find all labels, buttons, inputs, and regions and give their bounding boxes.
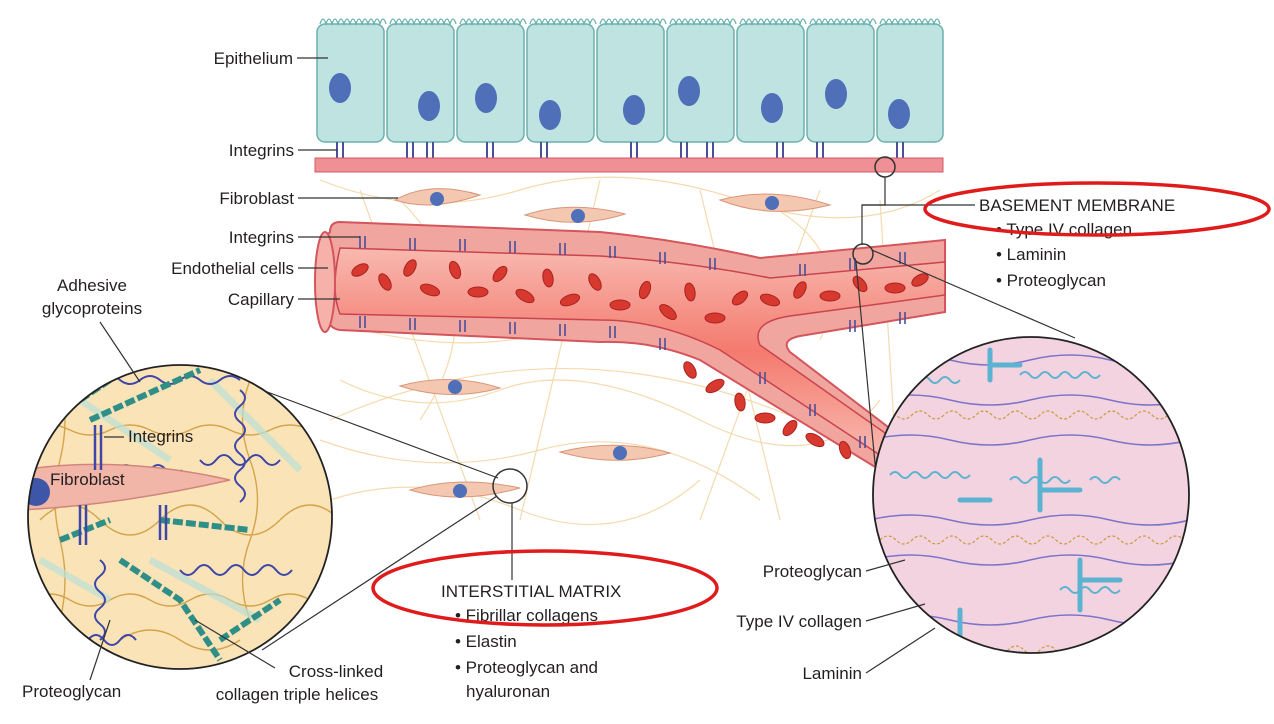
fibroblast-cell (400, 379, 500, 394)
label-integrins-mid: Integrins (228, 228, 294, 247)
epithelial-cell (877, 24, 943, 142)
epithelial-cell (807, 24, 874, 142)
interstitial-matrix-title: INTERSTITIAL MATRIX (441, 582, 622, 601)
label-endothelial-cells: Endothelial cells (171, 259, 294, 278)
label-laminin: Laminin (802, 664, 862, 683)
interstitial-matrix-item-2: • Elastin (455, 632, 517, 651)
label-fibroblast-inset: Fibroblast (50, 470, 125, 489)
basement-membrane-item-1: • Type IV collagen (996, 220, 1133, 239)
epithelium-layer (317, 19, 943, 142)
basement-membrane-item-2: • Laminin (996, 245, 1067, 264)
label-integrins-top: Integrins (228, 141, 294, 160)
epithelial-cell (527, 24, 594, 142)
label-crosslinked-line2: collagen triple helices (215, 685, 379, 704)
basement-membrane-item-3: • Proteoglycan (996, 271, 1106, 290)
label-fibroblast-top: Fibroblast (219, 189, 294, 208)
label-epithelium: Epithelium (213, 49, 293, 68)
fibroblast-cell (560, 445, 670, 460)
label-proteoglycan-left: Proteoglycan (22, 682, 122, 701)
fibroblast-cell (410, 482, 520, 498)
basement-membrane-band (315, 158, 943, 172)
fibroblast-cell (525, 207, 625, 223)
interstitial-matrix-item-4: hyaluronan (466, 682, 551, 701)
fibroblast-cell (395, 189, 480, 206)
label-proteoglycan-right: Proteoglycan (762, 562, 862, 581)
basement-membrane-callout (925, 183, 1269, 290)
label-type-iv-collagen: Type IV collagen (736, 612, 862, 631)
basement-membrane-title: BASEMENT MEMBRANE (979, 196, 1176, 215)
label-adhesive-glycoproteins-line2: glycoproteins (41, 299, 143, 318)
epithelial-cell (457, 24, 524, 142)
interstitial-matrix-item-3: • Proteoglycan and (455, 658, 598, 677)
epithelial-cell (667, 24, 734, 142)
label-adhesive-glycoproteins-line1: Adhesive (57, 276, 127, 295)
label-capillary: Capillary (227, 290, 294, 309)
epithelial-cell (317, 24, 384, 142)
epithelial-cell (597, 24, 664, 142)
interstitial-matrix-callout (373, 551, 717, 701)
epithelial-cell (387, 24, 454, 142)
label-crosslinked-line1: Cross-linked (288, 662, 384, 681)
interstitial-matrix-item-1: • Fibrillar collagens (455, 606, 598, 625)
fibroblast-cell (720, 194, 830, 211)
epithelial-cell (737, 24, 804, 142)
interstitial-matrix-inset (20, 340, 340, 669)
label-integrins-inset: Integrins (128, 427, 194, 446)
